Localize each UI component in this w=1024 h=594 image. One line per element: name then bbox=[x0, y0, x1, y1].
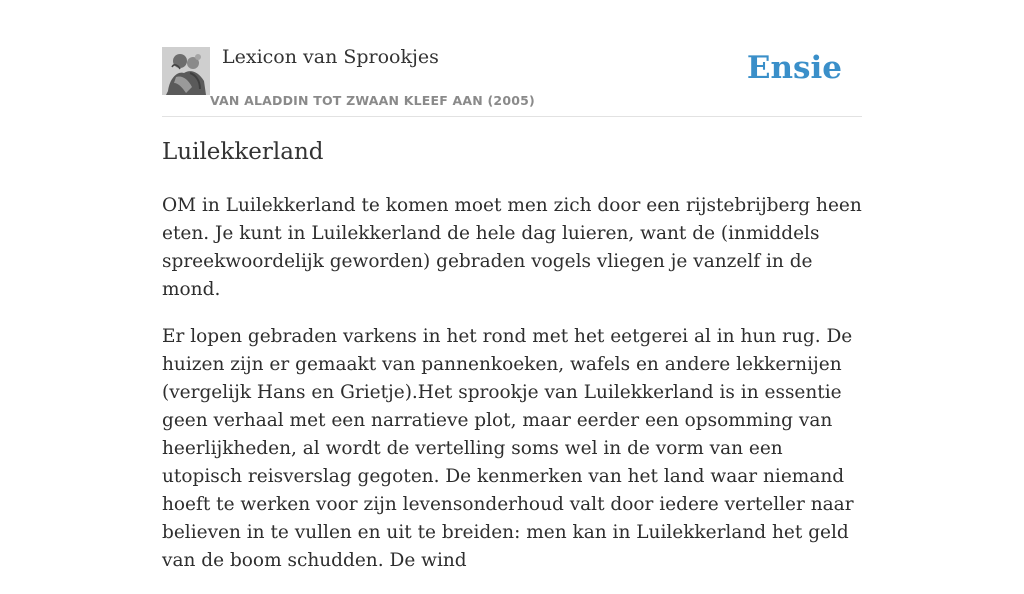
book-cover-engraving-icon bbox=[162, 47, 210, 95]
entry-title: Luilekkerland bbox=[162, 139, 324, 165]
book-title-link[interactable]: Lexicon van Sprookjes bbox=[222, 46, 439, 68]
ensie-logo-link[interactable]: Ensie bbox=[746, 50, 842, 86]
book-subtitle: VAN ALADDIN TOT ZWAAN KLEEF AAN (2005) bbox=[210, 93, 535, 108]
page-header bbox=[162, 46, 862, 117]
book-cover-avatar[interactable] bbox=[162, 47, 210, 95]
entry-paragraph: Er lopen gebraden varkens in het rond met het eetgerei al in hun rug. De huizen zijn er gemaakt van pannenkoeken, wafels en andere lekkernijen (vergelijk Hans en Grietje).Het sprookje van Luilekkerland is in essentie geen verhaal met een narratieve plot, maar eerder een opsomming van heerlijkheden, al wordt de vertelling soms wel in de vorm van een utopisch reisverslag gegoten. De kenmerken van het land waar niemand hoeft te werken voor zijn levensonderhoud valt door iedere verteller naar believen in te vullen en uit te breiden: men kan in Luilekkerland het geld van de boom schudden. De wind bbox=[162, 326, 854, 571]
entry-content bbox=[162, 192, 862, 594]
entry-paragraph: OM in Luilekkerland te komen moet men zich door een rijstebrijberg heen eten. Je kunt in Luilekkerland de hele dag luieren, want de (inmiddels spreekwoordelijk geworden) gebraden vogels vliegen je vanzelf in de mond. bbox=[162, 195, 862, 300]
